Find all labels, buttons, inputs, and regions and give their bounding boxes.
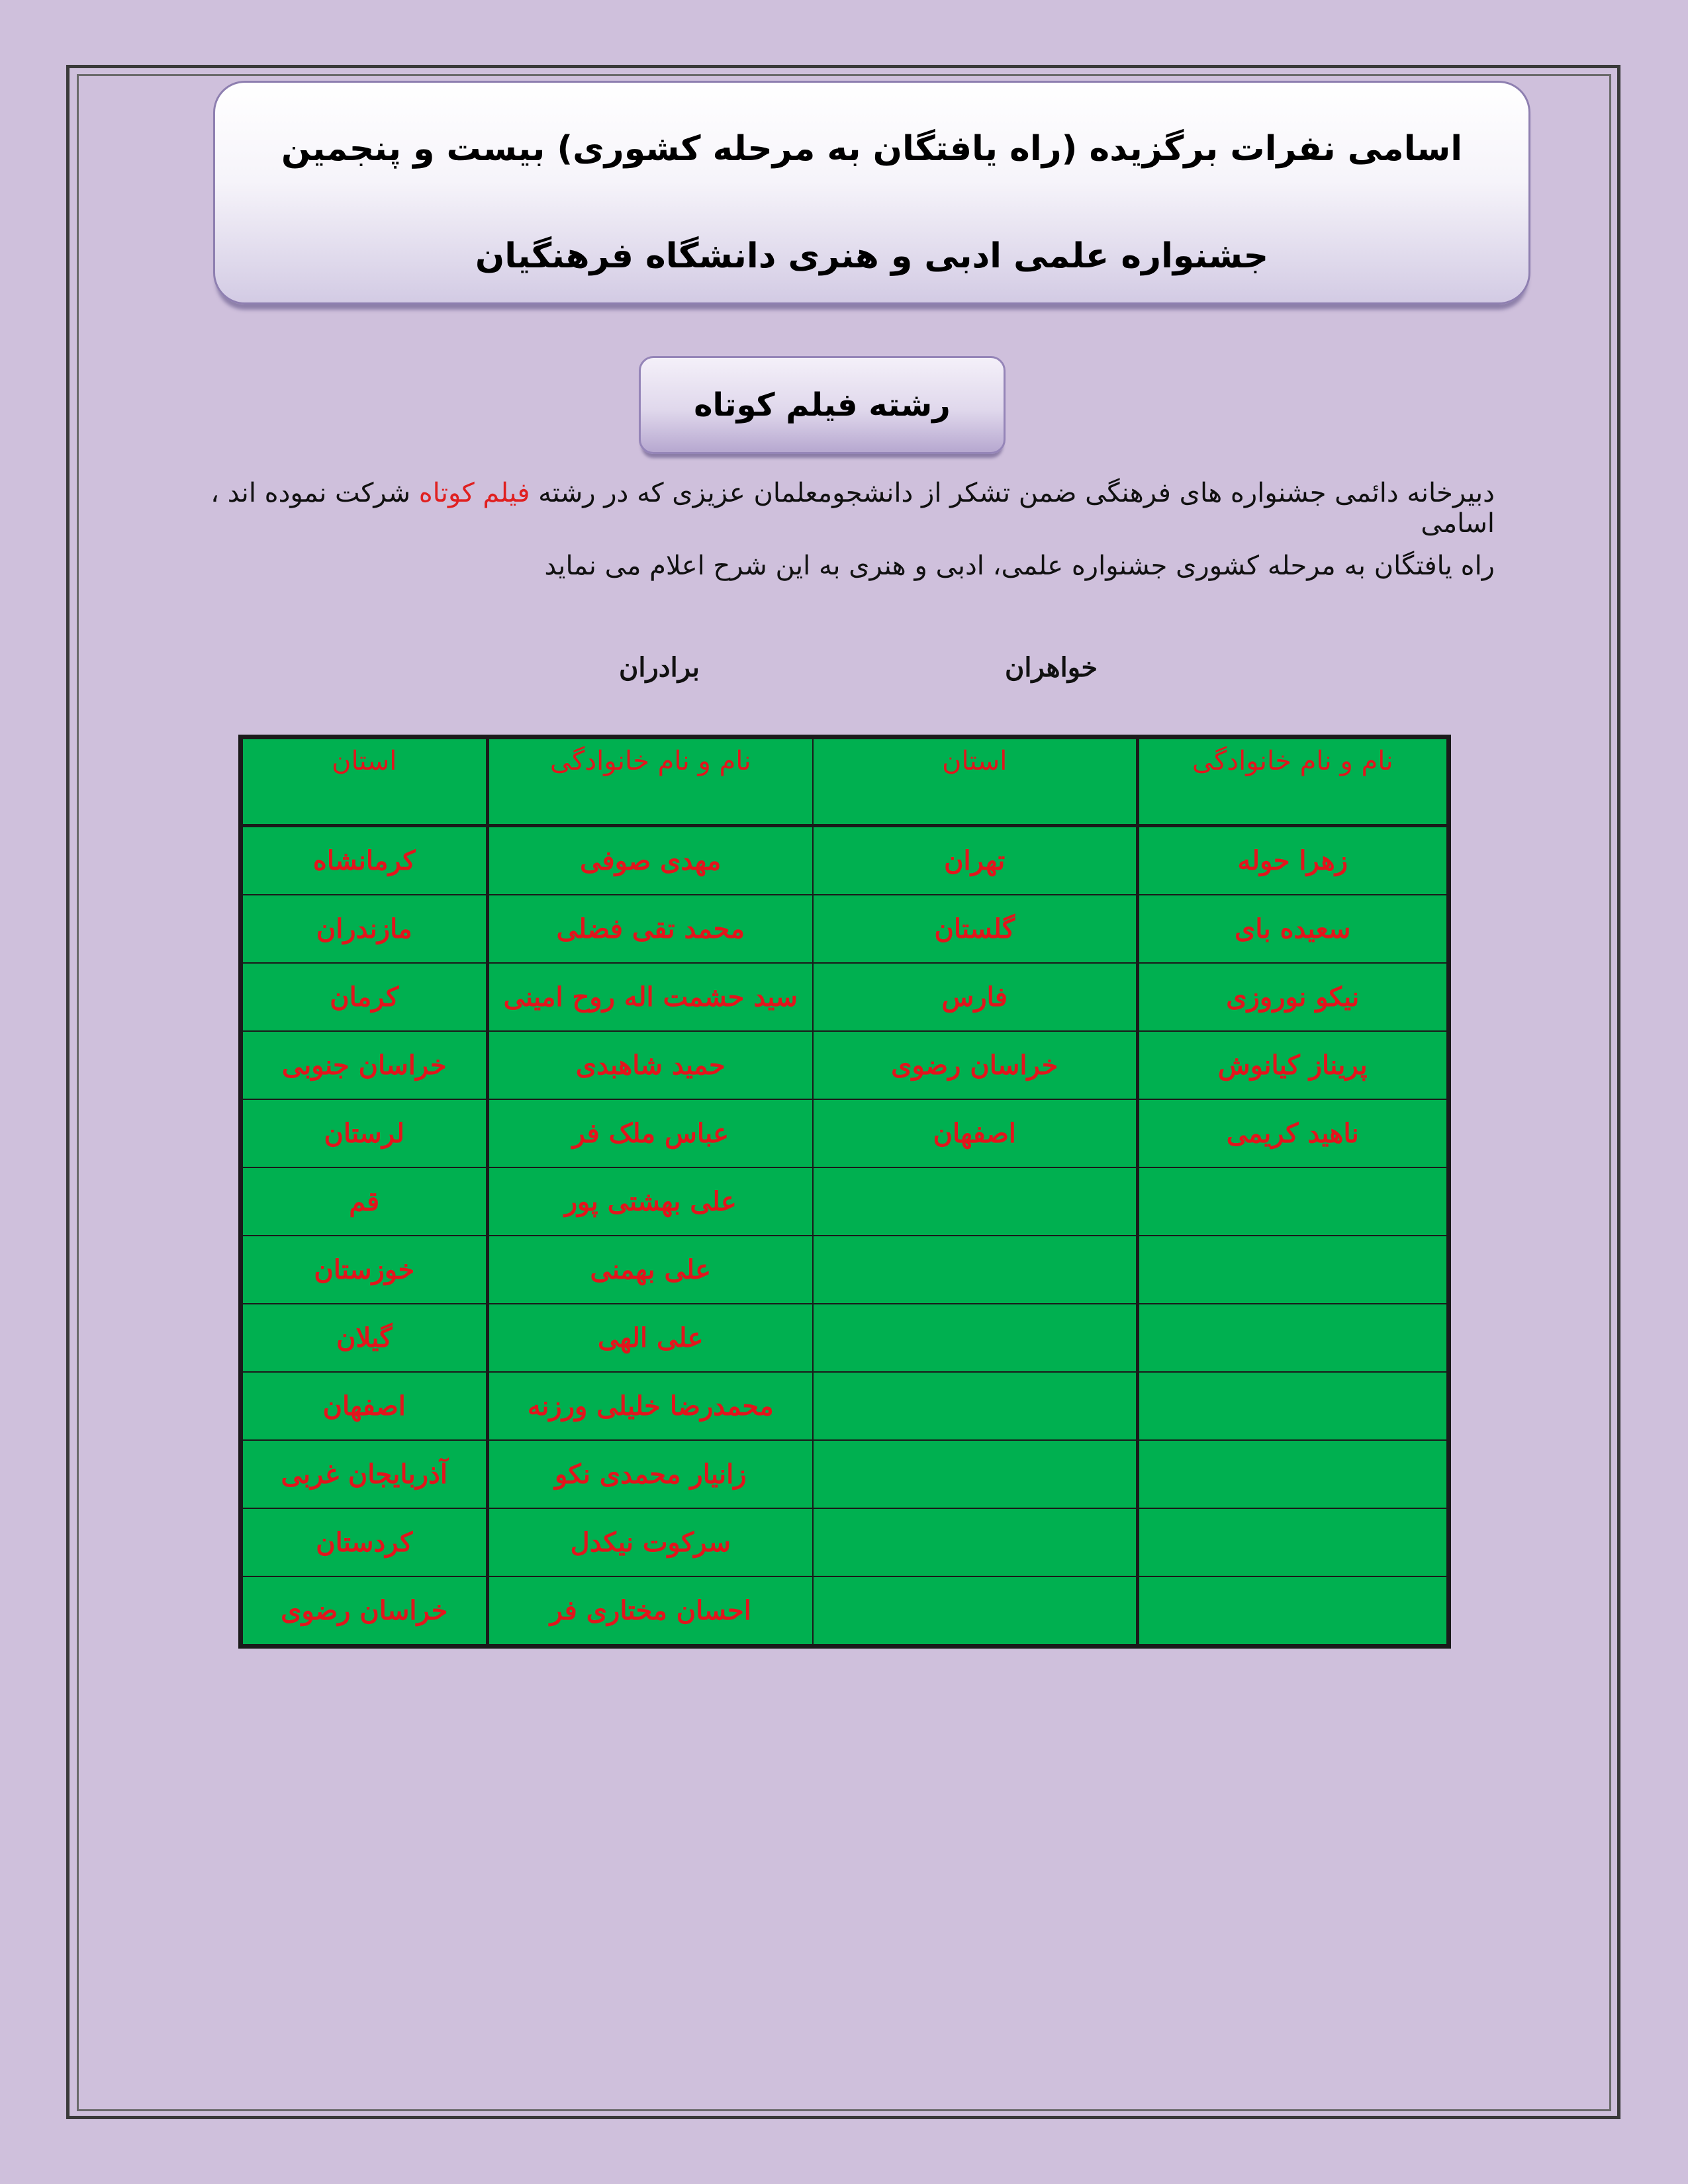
title-banner <box>213 81 1530 304</box>
table-row <box>242 826 1447 895</box>
brother-name: مهدی صوفی <box>487 826 813 895</box>
header-sisters-province: استان <box>813 739 1137 826</box>
sister-name <box>1137 1236 1447 1304</box>
sister-province: خراسان رضوی <box>813 1031 1137 1099</box>
brother-name: زانیار محمدی نکو <box>487 1440 813 1508</box>
header-brothers-province: استان <box>242 739 487 826</box>
intro-text-part-2: شرکت نموده اند ، اسامی <box>211 478 1495 539</box>
brother-name: عباس ملک فر <box>487 1099 813 1167</box>
table-row <box>242 1167 1447 1236</box>
table-row <box>242 1440 1447 1508</box>
brother-province: کرمانشاه <box>242 826 487 895</box>
sister-province: اصفهان <box>813 1099 1137 1167</box>
brother-province: آذربایجان غربی <box>242 1440 487 1508</box>
brother-name: محمد تقی فضلی <box>487 895 813 963</box>
brother-name: سرکوت نیکدل <box>487 1508 813 1576</box>
table-row <box>242 895 1447 963</box>
brother-name: علی بهشتی پور <box>487 1167 813 1236</box>
sister-name <box>1137 1167 1447 1236</box>
brother-province: اصفهان <box>242 1372 487 1440</box>
brother-name: احسان مختاری فر <box>487 1576 813 1645</box>
intro-text-part-1: دبیرخانه دائمی جشنواره های فرهنگی ضمن تشکر از دانشجومعلمان عزیزی که در رشته <box>538 478 1495 508</box>
brother-province: گیلان <box>242 1304 487 1372</box>
sister-name: پریناز کیانوش <box>1137 1031 1447 1099</box>
header-brothers-name: نام و نام خانوادگی <box>487 739 813 826</box>
sister-province <box>813 1576 1137 1645</box>
table-row <box>242 1576 1447 1645</box>
sister-province <box>813 1372 1137 1440</box>
sister-name <box>1137 1440 1447 1508</box>
sister-province <box>813 1236 1137 1304</box>
table-row <box>242 963 1447 1031</box>
sister-province <box>813 1304 1137 1372</box>
sister-name: زهرا حوله <box>1137 826 1447 895</box>
table-row <box>242 1099 1447 1167</box>
intro-paragraph-line-1 <box>199 478 1495 539</box>
table-row <box>242 1372 1447 1440</box>
brother-name: سید حشمت اله روح امینی <box>487 963 813 1031</box>
brother-province: خراسان رضوی <box>242 1576 487 1645</box>
table-row <box>242 1508 1447 1576</box>
title-line-1: اسامی نفرات برگزیده (راه یافتگان به مرحله کشوری) بیست و پنجمین <box>281 129 1463 169</box>
sister-name <box>1137 1372 1447 1440</box>
sister-name <box>1137 1304 1447 1372</box>
intro-highlight: فیلم کوتاه <box>418 478 530 508</box>
table-row <box>242 1031 1447 1099</box>
brother-province: مازندران <box>242 895 487 963</box>
brother-province: خراسان جنوبی <box>242 1031 487 1099</box>
brother-province: قم <box>242 1167 487 1236</box>
table-row <box>242 1304 1447 1372</box>
brother-name: محمدرضا خلیلی ورزنه <box>487 1372 813 1440</box>
table-header-row <box>242 739 1447 826</box>
sister-province: گلستان <box>813 895 1137 963</box>
sister-province <box>813 1440 1137 1508</box>
sister-name: نیکو نوروزی <box>1137 963 1447 1031</box>
brother-province: خوزستان <box>242 1236 487 1304</box>
sister-province: تهران <box>813 826 1137 895</box>
intro-paragraph-line-2: راه یافتگان به مرحله کشوری جشنواره علمی، ادبی و هنری به این شرح اعلام می نماید <box>544 551 1495 581</box>
brother-province: لرستان <box>242 1099 487 1167</box>
sister-name <box>1137 1508 1447 1576</box>
table-body <box>242 826 1447 1645</box>
brothers-label: برادران <box>619 652 700 683</box>
brother-name: علی الهی <box>487 1304 813 1372</box>
table-row <box>242 1236 1447 1304</box>
header-sisters-name: نام و نام خانوادگی <box>1137 739 1447 826</box>
sister-province <box>813 1167 1137 1236</box>
sister-province <box>813 1508 1137 1576</box>
sisters-label: خواهران <box>1005 652 1098 683</box>
brother-name: علی بهمنی <box>487 1236 813 1304</box>
results-table <box>242 738 1448 1645</box>
sister-name: سعیده بای <box>1137 895 1447 963</box>
section-title: رشته فیلم کوتاه <box>639 356 1006 454</box>
sister-name: ناهید کریمی <box>1137 1099 1447 1167</box>
brother-province: کردستان <box>242 1508 487 1576</box>
brother-name: حمید شاهبدی <box>487 1031 813 1099</box>
brother-province: کرمان <box>242 963 487 1031</box>
title-line-2: جشنواره علمی ادبی و هنری دانشگاه فرهنگیان <box>475 236 1269 276</box>
sister-province: فارس <box>813 963 1137 1031</box>
sister-name <box>1137 1576 1447 1645</box>
